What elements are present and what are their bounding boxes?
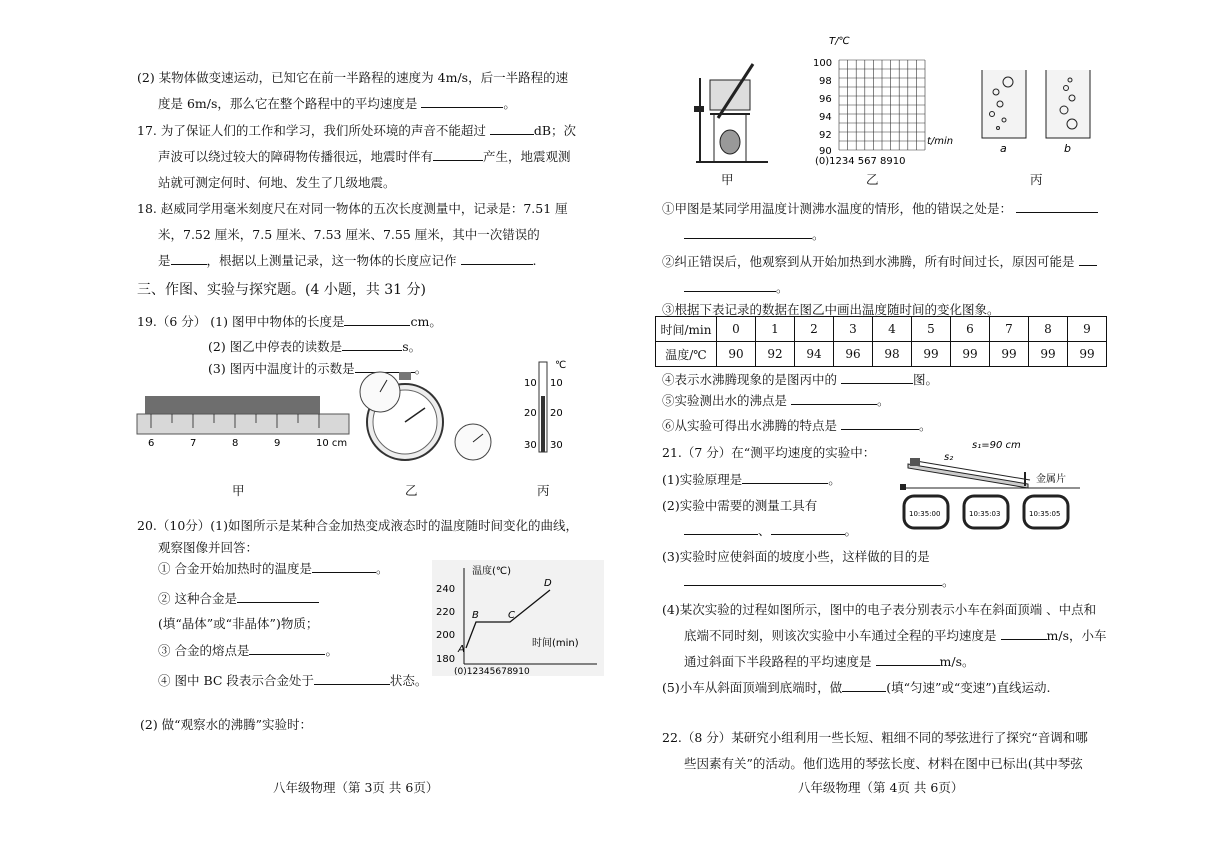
chart-ytick: 200 [436,630,456,641]
chart-xticks: (0)12345678910 [454,667,530,676]
q20-part2: (2) 做“观察水的沸腾”实验时： [140,717,312,732]
incline-figure [900,436,1090,536]
boiling-q4: ④表示水沸腾现象的是图丙中的 图。 [662,372,939,387]
table-header: 温度/℃ [656,342,717,367]
measured-object [145,396,320,416]
q18-line1: 18. 赵威同学用毫米刻度尺在对同一物体的五次长度测量中，记录是：7.51 厘 [137,201,568,216]
answer-blank[interactable] [342,337,402,351]
figure-label-bing: 丙 [537,483,550,498]
q21-4-line1: (4)某次实验的过程如图所示，图中的电子表分别表示小车在斜面顶端 、中点和 [662,602,1097,617]
ruler-tick: 9 [274,438,281,449]
thermo-tick: 30 [550,440,563,451]
table-cell: 99 [1068,342,1107,367]
boiling-q2-cont: 。 [684,278,789,296]
svg-text:90: 90 [819,146,832,157]
boiling-q3: ③根据下表记录的数据在图乙中画出温度随时间的变化图象。 [662,302,1000,317]
table-cell: 99 [990,342,1029,367]
q22-line2: 些因素有关”的活动。他们选用的琴弦长度、材料在图中已标出(其中琴弦 [684,756,1083,771]
grid-ylabel: T/℃ [829,36,850,47]
beaker-label-a: a [1000,142,1007,155]
table-cell: 2 [795,317,834,342]
answer-blank[interactable] [684,572,942,586]
q21-4-line2: 底端不同时刻，则该次实验中小车通过全程的平均速度是 m/s，小车 [684,628,1107,643]
answer-blank[interactable] [876,652,940,666]
q21-3-blank: 。 [684,572,955,590]
beakers-figure [978,66,1098,156]
answer-blank[interactable] [684,521,758,535]
q16-part2-line1: (2) 某物体做变速运动，已知它在前一半路程的速度为 4m/s，后一半路程的速 [137,70,569,85]
chart-ylabel: 温度(℃) [472,566,512,577]
q20-2: ② 这种合金是 [158,589,319,607]
thermo-tick: 20 [550,408,563,419]
answer-blank[interactable] [742,470,828,484]
metal-plate-label: 金属片 [1036,474,1066,485]
answer-blank[interactable] [461,251,533,265]
table-cell: 99 [912,342,951,367]
ruler-tick: 10 cm [316,438,348,449]
boiling-data-table [655,316,1107,367]
svg-text:98: 98 [819,76,832,87]
answer-blank[interactable] [314,671,390,685]
svg-text:96: 96 [819,94,832,105]
svg-text:℃: ℃ [555,360,567,371]
temperature-grid-figure [805,34,970,166]
svg-text:92: 92 [819,130,832,141]
answer-blank[interactable] [1001,626,1047,640]
q19-3: (3) 图丙中温度计的示数是 。 [208,361,428,376]
figure-label-yi: 乙 [405,483,418,498]
boiling-q6: ⑥从实验可得出水沸腾的特点是 。 [662,418,932,433]
table-cell: 99 [951,342,990,367]
q20-line1: 20.（10分）(1)如图所示是某种合金加热变成液态时的温度随时间变化的曲线， [137,518,578,533]
table-cell: 94 [795,342,834,367]
q18-line2: 米，7.52 厘米，7.5 厘米、7.53 厘米、7.55 厘米，其中一次错误的 [158,227,540,242]
answer-blank[interactable] [841,416,919,430]
table-cell: 0 [717,317,756,342]
answer-blank[interactable] [684,225,812,239]
answer-blank[interactable] [842,678,886,692]
page-footer-right: 八年级物理（第 4页 共 6页） [798,780,964,795]
grid-xlabel: t/min [927,136,954,147]
q17-line3: 站就可测定何时、何地、发生了几级地震。 [158,175,396,190]
q20-2b: (填“晶体”或“非晶体”)物质； [158,616,319,631]
answer-blank[interactable] [344,312,410,326]
answer-blank[interactable] [1079,252,1097,266]
q18-line3: 是 ，根据以上测量记录，这一物体的长度应记作 . [158,253,537,268]
q21-1: (1)实验原理是 。 [662,472,841,487]
boiling-q2: ②纠正错误后，他观察到从开始加热到水沸腾，所有时间过长，原因可能是 [662,252,1097,270]
boiling-q5: ⑤实验测出水的沸点是 。 [662,393,890,408]
q21-heading: 21.（7 分）在“测平均速度的实验中： [662,445,876,460]
q21-4-line3: 通过斜面下半段路程的平均速度是 m/s。 [684,654,975,669]
figure-label-yi-right: 乙 [866,172,879,187]
incline-s2: s₂ [944,452,954,463]
boiling-apparatus-figure [688,58,778,168]
svg-text:C: C [508,610,515,621]
figure-label-bing-right: 丙 [1030,172,1043,187]
chart-ytick: 220 [436,607,456,618]
table-header: 时间/min [656,317,717,342]
beaker-label-b: b [1064,142,1071,155]
table-cell: 4 [873,317,912,342]
chart-xlabel: 时间(min) [532,638,579,649]
q16-part2-line2: 度是 6m/s，那么它在整个路程中的平均速度是 。 [158,96,516,111]
table-cell: 8 [1029,317,1068,342]
table-cell: 7 [990,317,1029,342]
table-cell: 99 [1029,342,1068,367]
table-cell: 92 [756,342,795,367]
chart-ytick: 180 [436,654,456,665]
chart-ytick: 240 [436,584,456,595]
answer-blank[interactable] [684,278,776,292]
answer-blank[interactable] [237,589,319,603]
svg-text:100: 100 [813,58,833,69]
q17-line1: 17. 为了保证人们的工作和学习，我们所处环境的声音不能超过 dB；次 [137,123,577,138]
clock-reading: 10:35:03 [969,510,1001,518]
ruler-tick: 7 [190,438,197,449]
clock-reading: 10:35:00 [909,510,941,518]
svg-text:94: 94 [819,112,832,123]
figure-label-jia-right: 甲 [721,172,734,187]
svg-text:A: A [458,644,465,655]
table-row [656,317,1107,342]
answer-blank[interactable] [249,641,325,655]
table-row [656,342,1107,367]
table-cell: 9 [1068,317,1107,342]
table-cell: 1 [756,317,795,342]
ruler-tick: 8 [232,438,239,449]
answer-blank[interactable] [171,251,207,265]
ruler-figure [135,388,355,458]
answer-blank[interactable] [312,559,376,573]
q19-2: (2) 图乙中停表的读数是 s。 [208,339,422,354]
q20-1: ① 合金开始加热时的温度是 。 [158,561,389,576]
svg-text:10: 10 [524,378,537,389]
boiling-q1-cont: 。 [684,225,825,243]
ruler-tick: 6 [148,438,155,449]
svg-text:20: 20 [524,408,537,419]
answer-blank[interactable] [1016,199,1098,213]
answer-blank[interactable] [490,121,534,135]
q21-2: (2)实验中需要的测量工具有 [662,498,818,513]
svg-text:D: D [544,578,552,589]
boiling-q1: ①甲图是某同学用温度计测沸水温度的情形，他的错误之处是： [662,199,1098,217]
grid-xticks: (0)1234 567 8910 [815,156,906,166]
svg-text:30: 30 [524,440,537,451]
stopwatch-figure [355,370,500,470]
section-3-heading: 三、作图、实验与探究题。(4 小题，共 31 分) [137,282,426,298]
q20-line2: 观察图像并回答： [158,540,259,555]
answer-blank[interactable] [433,147,483,161]
svg-text:B: B [472,610,479,621]
incline-s1: s₁=90 cm [972,440,1021,451]
answer-blank[interactable] [841,370,913,384]
q19-1: 19.（6 分） (1) 图甲中物体的长度是 cm。 [137,314,442,329]
q22-line1: 22.（8 分）某研究小组利用一些长短、粗细不同的琴弦进行了探究“音调和哪 [662,730,1088,745]
q21-3: (3)实验时应使斜面的坡度小些，这样做的目的是 [662,549,930,564]
q20-3: ③ 合金的熔点是 。 [158,643,338,658]
answer-blank[interactable] [771,521,845,535]
thermo-tick: 10 [550,378,563,389]
answer-blank[interactable] [421,94,503,108]
q21-5: (5)小车从斜面顶端到底端时，做 (填“匀速”或“变速”)直线运动. [662,680,1051,695]
answer-blank[interactable] [791,391,877,405]
alloy-heating-chart [432,560,604,676]
q17-line2: 声波可以绕过较大的障碍物传播很远，地震时伴有 产生，地震观测 [158,149,571,164]
table-cell: 98 [873,342,912,367]
table-cell: 3 [834,317,873,342]
clock-reading: 10:35:05 [1029,510,1061,518]
q20-4: ④ 图中 BC 段表示合金处于 状态。 [158,673,428,688]
table-cell: 96 [834,342,873,367]
thermometer-figure [522,356,572,456]
figure-label-jia: 甲 [232,483,245,498]
ruler [137,414,349,434]
table-cell: 90 [717,342,756,367]
page-footer-left: 八年级物理（第 3页 共 6页） [273,780,439,795]
q21-2-blanks: 、 。 [684,521,857,539]
table-cell: 6 [951,317,990,342]
table-cell: 5 [912,317,951,342]
